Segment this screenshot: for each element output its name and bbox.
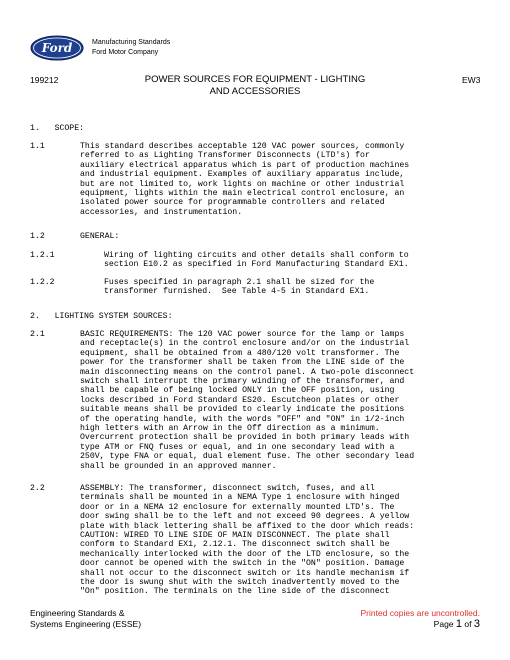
para-1-2-1-number: 1.2.1	[30, 251, 55, 260]
ford-logo	[30, 35, 84, 61]
para-1-1-text: This standard describes acceptable 120 VAC power sources, commonly referred to as Lighting Transformer Disconnects (LTD's) for auxiliary electrical apparatus which is part of production machines and industrial equipment. Examples of auxiliary apparatus include, but are not limited to, work lights on machine or other industrial equipment, lights within the main electrical control enclosure, an isolated power source for programmable controllers and related accessories, and instrumentation.	[80, 142, 410, 217]
footer-right	[330, 608, 480, 630]
para-2-1-text: BASIC REQUIREMENTS: The 120 VAC power source for the lamp or lamps and receptacle(s) in the control enclosure and/or on the industrial equipment, shall be obtained from a 480/120 volt transformer. The power for the transformer shall be taken from the LINE side of the main disconnecting means on the control panel. A two-pole disconnect switch shall interrupt the primary winding of the transformer, and shall be capable of being locked ONLY in the OFF position, using locks described in Ford Standard ES20. Escutcheon plates or other suitable means shall be provided to clearly indicate the positions of the operating handle, with the words "OFF" and "ON" in 1/2-inch high letters with an Arrow in the Off direction as a minimum. Overcurrent protection shall be provided in both primary leads with type ATM or FNQ fuses or equal, and in one secondary lead with a 250V, type FNA or equal, dual element fuse. The other secondary lead shall be grounded in an approved manner.	[80, 330, 415, 471]
para-1-2-2-text: Fuses specified in paragraph 2.1 shall be sized for the transformer furnished. See Table 4-5 in Standard EX1.	[104, 278, 375, 297]
para-2-2-number: 2.2	[30, 484, 45, 493]
page-indicator	[330, 619, 480, 630]
section-1-heading: 1. SCOPE:	[30, 124, 85, 133]
document-code: EW3	[462, 75, 481, 85]
para-1-2-number: 1.2	[30, 232, 45, 241]
page-total: 3	[473, 618, 480, 630]
org-line-1: Manufacturing Standards	[92, 39, 171, 46]
logo-text: Ford	[41, 41, 73, 55]
footer-left-line-1: Engineering Standards &	[30, 608, 125, 618]
footer-department	[30, 608, 141, 630]
para-1-2-2-number: 1.2.2	[30, 278, 55, 287]
title-line-2: AND ACCESSORIES	[209, 86, 301, 97]
org-line-2: Ford Motor Company	[92, 49, 159, 56]
para-1-1-number: 1.1	[30, 142, 45, 151]
section-2-heading: 2. LIGHTING SYSTEM SOURCES:	[30, 312, 173, 321]
page-number: 1	[455, 618, 463, 630]
page-of: of	[464, 619, 472, 629]
page-prefix: Page	[433, 619, 454, 629]
para-1-2-heading: GENERAL:	[80, 232, 120, 241]
uncontrolled-notice: Printed copies are uncontrolled.	[360, 608, 480, 618]
para-2-1-number: 2.1	[30, 330, 45, 339]
title-line-1: POWER SOURCES FOR EQUIPMENT - LIGHTING	[144, 74, 366, 85]
para-1-2-1-text: Wiring of lighting circuits and other details shall conform to section E10.2 as specified in Ford Manufacturing Standard EX1.	[104, 251, 409, 270]
document-number: 199212	[30, 75, 59, 85]
document-title	[110, 74, 400, 98]
footer-left-line-2: Systems Engineering (ESSE)	[30, 619, 142, 629]
org-block	[92, 38, 170, 58]
para-2-2-text: ASSEMBLY: The transformer, disconnect switch, fuses, and all terminals shall be mounted in a NEMA Type 1 enclosure with hinged door or in a NEMA 12 enclosure for externally mounted LTD's. The door swing shall be to the left and not exceed 90 degrees. A yellow plate with black lettering shall be affixed to the door which reads: CAUTION: WIRED TO LINE SIDE OF MAIN DISCONNECT. The plate shall conform to Standard EX1, 2.12.1. The disconnect switch shall be mechanically interlocked with the door of the LTD enclosure, so the door cannot be opened with the switch in the "ON" position. Damage shall not occur to the disconnect switch or its handle mechanism if the door is swung shut with the switch inadvertently moved to the "On" position. The terminals on the line side of the disconnect	[80, 484, 415, 597]
